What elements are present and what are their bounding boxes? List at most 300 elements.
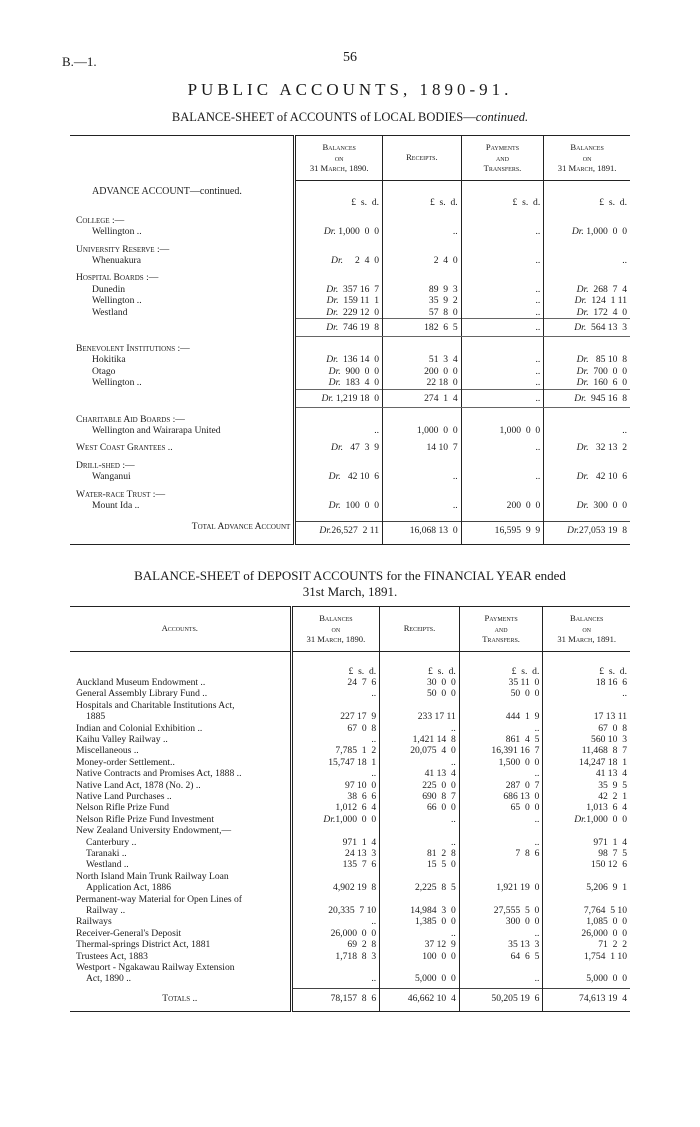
amount-pay: .. [461, 295, 544, 306]
debit-marker: Dr. [331, 255, 344, 267]
amount-rec: 5,000 0 0 [380, 973, 460, 984]
currency-units: £ s. d. [291, 666, 380, 677]
subtotal-rec: 274 1 4 [383, 389, 462, 407]
total-row [70, 989, 630, 1011]
spacer-cell [383, 180, 462, 197]
ledger-row [70, 255, 630, 266]
section-title-row [70, 180, 630, 197]
amount-rec: 200 0 0 [383, 366, 462, 377]
ledger-row [70, 442, 630, 453]
ledger-row [70, 768, 630, 779]
group-heading: Hospital Boards :— [76, 272, 159, 284]
spacer-cell [544, 244, 630, 255]
amount-bal91: 560 10 3 [543, 734, 630, 745]
group-heading: Water-race Trust :— [76, 488, 166, 500]
group-heading-row [70, 460, 630, 471]
debit-marker: Dr. [576, 471, 589, 483]
row-label: Trustees Act, 1883 [76, 950, 148, 962]
top-spacer [70, 651, 630, 666]
spacer-cell [295, 272, 383, 283]
label-column-header [70, 136, 295, 181]
row-label: Native Land Act, 1878 (No. 2) .. [76, 779, 201, 791]
amount-bal90 [291, 825, 380, 836]
amount-rec [380, 871, 460, 882]
amount-rec: 2 4 0 [383, 255, 462, 266]
amount-bal90: 1,012 6 4 [291, 802, 380, 813]
debit-marker: Dr. [326, 283, 339, 295]
row-label: Thermal-springs District Act, 1881 [76, 939, 211, 951]
amount-bal91: Dr. 42 10 6 [544, 471, 630, 482]
amount-rec: 14,984 3 0 [380, 905, 460, 916]
spacer-cell [461, 244, 544, 255]
spacer-cell [544, 180, 630, 197]
currency-label-spacer [70, 197, 295, 208]
ledger-row [70, 700, 630, 711]
row-label: Wellington and Wairarapa United [92, 424, 221, 436]
spacer-cell [461, 272, 544, 283]
total-pay: 50,205 19 6 [459, 989, 543, 1011]
amount-bal90: Dr. 357 16 7 [295, 284, 383, 295]
currency-units: £ s. d. [383, 197, 462, 208]
group-heading: Drill-shed :— [76, 459, 135, 471]
amount-bal91: 150 12 6 [543, 859, 630, 870]
amount-bal91: Dr.1,000 0 0 [543, 814, 630, 825]
amount-rec [380, 700, 460, 711]
amount-rec: 1,000 0 0 [383, 425, 462, 436]
amount-pay: .. [461, 226, 544, 237]
amount-bal91: 7,764 5 10 [543, 905, 630, 916]
currency-units: £ s. d. [461, 197, 544, 208]
debit-marker: Dr. [574, 295, 587, 307]
amount-bal91: 98 7 5 [543, 848, 630, 859]
row-label: Canterbury .. [86, 836, 137, 848]
amount-pay: 65 0 0 [459, 802, 543, 813]
amount-bal91: 71 2 2 [543, 939, 630, 950]
ledger-row [70, 802, 630, 813]
row-label: Westport - Ngakawau Railway Extension [76, 962, 235, 974]
subtotal-row [70, 319, 630, 337]
debit-marker: Dr. [574, 813, 587, 825]
amount-rec: 35 9 2 [383, 295, 462, 306]
row-label: Westland .. [86, 859, 129, 871]
amount-bal90 [291, 700, 380, 711]
currency-units: £ s. d. [543, 666, 630, 677]
amount-bal90: 26,000 0 0 [291, 928, 380, 939]
debit-marker: Dr. [328, 471, 341, 483]
ledger-row [70, 354, 630, 365]
amount-pay: 1,921 19 0 [459, 882, 543, 893]
row-label: Nelson Rifle Prize Fund [76, 802, 169, 814]
amount-bal90: Dr. 229 12 0 [295, 307, 383, 319]
ledger-row [70, 882, 630, 893]
group-heading: Charitable Aid Boards :— [76, 413, 185, 425]
amount-pay: .. [459, 837, 543, 848]
amount-pay: .. [461, 442, 544, 453]
ledger-row [70, 814, 630, 825]
amount-bal91: .. [544, 255, 630, 266]
subtotal-rec: 182 6 5 [383, 319, 462, 337]
row-label: North Island Main Trunk Railway Loan [76, 870, 229, 882]
debit-marker: Dr. [574, 392, 587, 404]
amount-bal90: 1,718 8 3 [291, 951, 380, 962]
amount-bal90: Dr. 47 3 9 [295, 442, 383, 453]
local-bodies-body [70, 180, 630, 545]
ledger-row [70, 837, 630, 848]
amount-bal91: 11,468 8 7 [543, 745, 630, 756]
row-label: Auckland Museum Endowment .. [76, 676, 206, 688]
row-label: Indian and Colonial Exhibition .. [76, 722, 203, 734]
spacer [70, 651, 291, 666]
amount-bal90: .. [291, 916, 380, 927]
amount-rec: .. [383, 226, 462, 237]
amount-rec: 37 12 9 [380, 939, 460, 950]
ledger-row [70, 471, 630, 482]
amount-bal91 [543, 894, 630, 905]
debit-marker: Dr. [326, 306, 339, 318]
spacer-cell [383, 244, 462, 255]
amount-bal90: Dr. 136 14 0 [295, 354, 383, 365]
total-pay: 16,595 9 9 [461, 521, 544, 544]
spacer-cell [295, 489, 383, 500]
amount-rec: 14 10 7 [383, 442, 462, 453]
amount-bal91: Dr. 300 0 0 [544, 500, 630, 511]
amount-bal91 [543, 871, 630, 882]
amount-bal90: 38 6 6 [291, 791, 380, 802]
spacer-cell [383, 460, 462, 471]
spacer [70, 511, 295, 521]
debit-marker: Dr. [321, 392, 334, 404]
row-label: Wellington .. [92, 295, 142, 307]
amount-rec: 225 0 0 [380, 780, 460, 791]
amount-bal90: 227 17 9 [291, 711, 380, 722]
spacer-cell [295, 215, 383, 226]
debit-marker: Dr. [576, 354, 589, 366]
amount-bal90: 97 10 0 [291, 780, 380, 791]
row-label: Kaihu Valley Railway .. [76, 733, 168, 745]
row-label: Nelson Rifle Prize Fund Investment [76, 813, 215, 825]
amount-pay: 16,391 16 7 [459, 745, 543, 756]
amount-rec: 22 18 0 [383, 377, 462, 389]
debit-marker: Dr. [576, 306, 589, 318]
ledger-row [70, 377, 630, 389]
amount-rec: .. [380, 837, 460, 848]
amount-rec [380, 962, 460, 973]
spacer-cell [295, 244, 383, 255]
amount-bal91: 1,754 1 10 [543, 951, 630, 962]
currency-units: £ s. d. [544, 197, 630, 208]
ledger-row [70, 973, 630, 984]
amount-pay: 50 0 0 [459, 688, 543, 699]
amount-rec: .. [380, 814, 460, 825]
row-label: Hospitals and Charitable Institutions Act, [76, 699, 235, 711]
total-bal90: Dr.26,527 2 11 [295, 521, 383, 544]
debit-marker: Dr. [326, 322, 339, 334]
amount-rec: 15 5 0 [380, 859, 460, 870]
amount-pay [459, 700, 543, 711]
debit-marker: Dr. [328, 365, 341, 377]
ledger-row [70, 894, 630, 905]
amount-rec: .. [380, 757, 460, 768]
subtotal-bal90: Dr. 746 19 8 [295, 319, 383, 337]
row-label: Railways [76, 916, 112, 928]
total-bal90: 78,157 8 6 [291, 989, 380, 1011]
debit-marker: Dr. [326, 354, 339, 366]
debit-marker: Dr. [328, 377, 341, 389]
ledger-row [70, 848, 630, 859]
ledger-row [70, 723, 630, 734]
amount-bal90: 69 2 8 [291, 939, 380, 950]
amount-bal91: Dr. 32 13 2 [544, 442, 630, 453]
page-number: 56 [343, 50, 357, 65]
amount-rec: 2,225 8 5 [380, 882, 460, 893]
amount-bal90: Dr. 1,000 0 0 [295, 226, 383, 237]
amount-rec: 81 2 8 [380, 848, 460, 859]
subtotal-row [70, 389, 630, 407]
amount-pay: 64 6 5 [459, 951, 543, 962]
amount-bal90: 4,902 19 8 [291, 882, 380, 893]
row-label: New Zealand University Endowment,— [76, 825, 232, 837]
row-label: 1885 [86, 711, 106, 723]
debit-marker: Dr. [571, 226, 584, 238]
amount-bal90: .. [291, 973, 380, 984]
accounts-header: Accounts. [70, 607, 291, 652]
amount-bal90: Dr. 183 4 0 [295, 377, 383, 389]
amount-bal91: 1,085 0 0 [543, 916, 630, 927]
spacer-cell [543, 651, 630, 666]
ledger-row [70, 962, 630, 973]
amount-rec: 233 17 11 [380, 711, 460, 722]
ledger-row [70, 688, 630, 699]
debit-marker: Dr. [331, 442, 344, 454]
ledger-row [70, 677, 630, 688]
spacer-cell [461, 489, 544, 500]
total-rec: 46,662 10 4 [380, 989, 460, 1011]
row-label: Money-order Settlement.. [76, 756, 175, 768]
amount-pay: 35 13 3 [459, 939, 543, 950]
payments-header: Payments and Transfers. [461, 136, 544, 181]
amount-pay: .. [461, 307, 544, 319]
section-title: ADVANCE ACCOUNT—continued. [92, 186, 242, 197]
currency-row [70, 666, 630, 677]
spacer-cell [461, 343, 544, 354]
row-label: Railway .. [86, 905, 126, 917]
amount-rec: 30 0 0 [380, 677, 460, 688]
spacer-cell [461, 511, 544, 521]
spacer-cell [383, 215, 462, 226]
amount-pay: .. [459, 928, 543, 939]
spacer-cell [383, 414, 462, 425]
currency-units: £ s. d. [380, 666, 460, 677]
amount-pay [459, 859, 543, 870]
subtotal-pay: .. [461, 319, 544, 337]
amount-pay: 1,000 0 0 [461, 425, 544, 436]
amount-rec: 1,421 14 8 [380, 734, 460, 745]
spacer-cell [461, 460, 544, 471]
amount-rec [380, 894, 460, 905]
amount-pay: 861 4 5 [459, 734, 543, 745]
amount-bal91: 971 1 4 [543, 837, 630, 848]
amount-bal90: 67 0 8 [291, 723, 380, 734]
row-label: Application Act, 1886 [86, 882, 171, 894]
amount-pay: 35 11 0 [459, 677, 543, 688]
amount-bal90: Dr. 159 11 1 [295, 295, 383, 306]
amount-bal91: Dr. 85 10 8 [544, 354, 630, 365]
local-bodies-table [70, 135, 630, 545]
amount-rec: 100 0 0 [380, 951, 460, 962]
amount-rec: .. [383, 500, 462, 511]
spacer-cell [380, 651, 460, 666]
amount-bal90: 20,335 7 10 [291, 905, 380, 916]
ledger-row [70, 734, 630, 745]
amount-rec [380, 825, 460, 836]
deposit-accounts-title: BALANCE-SHEET of DEPOSIT ACCOUNTS for the FINANCIAL YEAR ended 31st March, 1891. [134, 568, 566, 599]
spacer-cell [461, 215, 544, 226]
group-heading-row [70, 489, 630, 500]
ledger-row [70, 859, 630, 870]
amount-bal90 [291, 894, 380, 905]
amount-pay: .. [459, 814, 543, 825]
currency-row [70, 197, 630, 208]
row-label: Whenuakura [92, 255, 142, 267]
total-spacer [70, 511, 630, 521]
row-label: Receiver-General's Deposit [76, 927, 182, 939]
currency-label-spacer [70, 666, 291, 677]
ledger-row [70, 284, 630, 295]
spacer-cell [461, 414, 544, 425]
amount-bal90: 24 13 3 [291, 848, 380, 859]
row-label: General Assembly Library Fund .. [76, 688, 208, 700]
amount-bal91: 5,206 9 1 [543, 882, 630, 893]
amount-pay: .. [461, 255, 544, 266]
spacer-cell [461, 180, 544, 197]
amount-bal91: 18 16 6 [543, 677, 630, 688]
debit-marker: Dr. [574, 322, 587, 334]
amount-bal90: 24 7 6 [291, 677, 380, 688]
ledger-row [70, 871, 630, 882]
amount-pay: .. [459, 723, 543, 734]
amount-pay [459, 894, 543, 905]
deposit-balances-1890-header: Balances on 31 March, 1890. [291, 607, 380, 652]
amount-bal91: 5,000 0 0 [543, 973, 630, 984]
debit-marker: Dr. [326, 295, 339, 307]
amount-bal91: 41 13 4 [543, 768, 630, 779]
row-label: Otago [92, 365, 116, 377]
amount-bal90: 15,747 18 1 [291, 757, 380, 768]
subtotal-label [70, 389, 295, 407]
row-label: Taranaki .. [86, 848, 127, 859]
amount-bal90: Dr. 42 10 6 [295, 471, 383, 482]
row-label: Wanganui [92, 471, 131, 483]
amount-bal90: .. [295, 425, 383, 436]
ledger-row [70, 951, 630, 962]
debit-marker: Dr. [323, 226, 336, 238]
amount-bal90: .. [291, 688, 380, 699]
debit-marker: Dr. [567, 524, 580, 536]
amount-bal91: Dr. 1,000 0 0 [544, 226, 630, 237]
amount-bal90: Dr. 2 4 0 [295, 255, 383, 266]
subtotal-pay: .. [461, 389, 544, 407]
spacer-cell [544, 511, 630, 521]
total-bal91: 74,613 19 4 [543, 989, 630, 1011]
row-label: Wellington .. [92, 377, 142, 389]
ledger-row [70, 745, 630, 756]
currency-units: £ s. d. [459, 666, 543, 677]
page-title: PUBLIC ACCOUNTS, 1890-91. [187, 80, 513, 99]
total-bal91: Dr.27,053 19 8 [544, 521, 630, 544]
local-bodies-subtitle: BALANCE-SHEET of ACCOUNTS of LOCAL BODIES—continued. [171, 110, 529, 124]
amount-pay [459, 825, 543, 836]
spacer-cell [544, 414, 630, 425]
amount-pay: .. [461, 377, 544, 389]
spacer-cell [295, 180, 383, 197]
ledger-row [70, 307, 630, 319]
amount-rec: .. [383, 471, 462, 482]
amount-bal90: Dr. 100 0 0 [295, 500, 383, 511]
amount-rec: 1,385 0 0 [380, 916, 460, 927]
ledger-row [70, 928, 630, 939]
debit-marker: Dr. [576, 377, 589, 389]
group-heading-row [70, 215, 630, 226]
row-label: Wellington .. [92, 226, 142, 238]
amount-rec: 20,075 4 0 [380, 745, 460, 756]
deposit-balances-1891-header: Balances on 31 March, 1891. [543, 607, 630, 652]
amount-bal91: 42 2 1 [543, 791, 630, 802]
ledger-row [70, 905, 630, 916]
amount-bal91: 67 0 8 [543, 723, 630, 734]
ledger-row [70, 711, 630, 722]
group-heading-row [70, 343, 630, 354]
amount-bal90 [291, 871, 380, 882]
ledger-row [70, 226, 630, 237]
row-label: Act, 1890 .. [86, 973, 132, 985]
amount-pay [459, 871, 543, 882]
amount-pay: .. [459, 973, 543, 984]
amount-rec: .. [380, 723, 460, 734]
spacer-cell [544, 343, 630, 354]
amount-bal91: Dr. 160 6 0 [544, 377, 630, 389]
spacer-cell [459, 651, 543, 666]
balances-1891-header: Balances on 31 March, 1891. [544, 136, 630, 181]
amount-bal91 [543, 700, 630, 711]
amount-pay: 300 0 0 [459, 916, 543, 927]
ledger-row [70, 916, 630, 927]
document-reference: B.—1. [62, 54, 97, 69]
amount-pay: 7 8 6 [459, 848, 543, 859]
ledger-row [70, 791, 630, 802]
debit-marker: Dr. [576, 283, 589, 295]
amount-pay [459, 962, 543, 973]
amount-bal91: Dr. 172 4 0 [544, 307, 630, 319]
amount-rec: 66 0 0 [380, 802, 460, 813]
ledger-row [70, 757, 630, 768]
amount-bal90: 7,785 1 2 [291, 745, 380, 756]
amount-rec: 50 0 0 [380, 688, 460, 699]
ledger-row [70, 500, 630, 511]
amount-pay: .. [461, 354, 544, 365]
total-row [70, 521, 630, 544]
row-label: Permanent-way Material for Open Lines of [76, 893, 242, 905]
amount-pay: 200 0 0 [461, 500, 544, 511]
amount-rec: 51 3 4 [383, 354, 462, 365]
amount-pay: 1,500 0 0 [459, 757, 543, 768]
debit-marker: Dr. [576, 442, 589, 454]
spacer-cell [383, 343, 462, 354]
amount-bal91 [543, 962, 630, 973]
amount-bal91: .. [544, 425, 630, 436]
deposit-accounts-body [70, 651, 630, 1011]
amount-bal91 [543, 825, 630, 836]
row-label: West Coast Grantees .. [76, 442, 173, 454]
